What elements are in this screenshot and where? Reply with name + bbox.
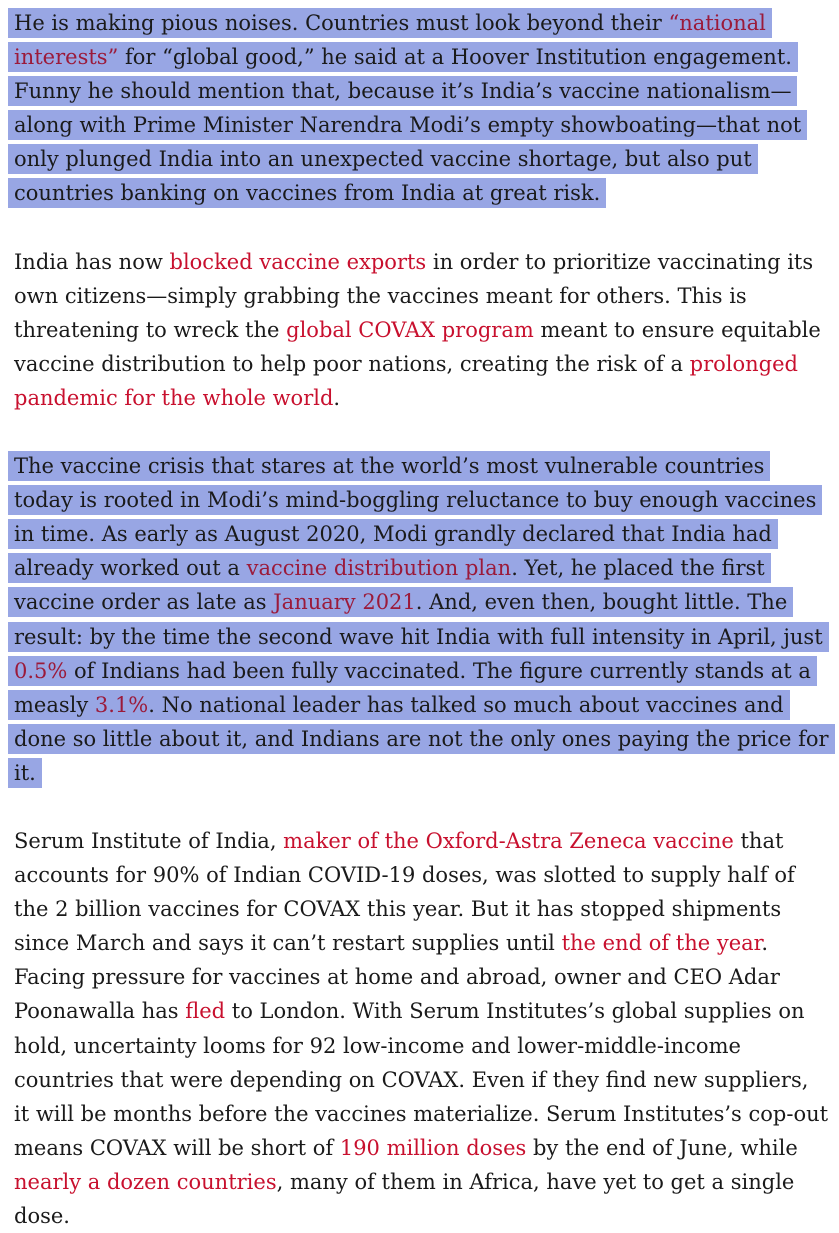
paragraph-1 [14, 6, 829, 211]
link-190-million-doses[interactable]: 190 million doses [339, 1135, 527, 1160]
paragraph-text: . [333, 385, 341, 410]
article-body [14, 6, 829, 1233]
paragraph-2 [14, 245, 829, 415]
paragraph-4 [14, 824, 829, 1233]
link-blocked-vaccine-exports[interactable]: blocked vaccine exports [169, 249, 427, 274]
link-end-of-the-year[interactable]: the end of the year [561, 931, 762, 956]
paragraph-text: . And, even then, bought little. The result: by the time the second wave hit India with full intensity in April, just [14, 590, 823, 649]
highlight-block-2 [8, 451, 835, 788]
paragraph-text: for “global good,” he said at a Hoover Institution engagement. Funny he should mention that, because it’s India’s vaccine nationalism—along with Prime Minister Narendra Modi’s empty showboating—that not only plunged India into an unexpected vaccine shortage, but also put countries banking on vaccines from India at great risk. [14, 45, 802, 206]
paragraph-text: Serum Institute of India, [14, 828, 284, 853]
link-three-point-one-percent[interactable]: 3.1% [94, 692, 149, 717]
paragraph-text: , many of them in Africa, have yet to get a single dose. [14, 1169, 795, 1228]
link-half-percent[interactable]: 0.5% [14, 658, 68, 683]
link-global-covax-program[interactable]: global COVAX program [286, 317, 534, 342]
link-oxford-astra-zeneca-maker[interactable]: maker of the Oxford-Astra Zeneca vaccine [283, 828, 734, 853]
paragraph-spacer [14, 415, 829, 449]
link-fled[interactable]: fled [185, 999, 226, 1024]
paragraph-text: meant to ensure equitable vaccine distribution to help poor nations, creating the risk of a [14, 317, 821, 376]
link-january-2021[interactable]: January 2021 [273, 590, 416, 615]
paragraph-text: in order to prioritize vaccinating its own citizens—simply grabbing the vaccines meant for others. This is threatening to wreck the [14, 249, 814, 342]
paragraph-text: India has now [14, 249, 170, 274]
paragraph-text: that accounts for 90% of Indian COVID-19 doses, was slotted to supply half of the 2 billion vaccines for COVAX this year. But it has stopped shipments since March and says it can’t restart supplies until [14, 828, 795, 956]
paragraph-text: to London. With Serum Institutes’s global supplies on hold, uncertainty looms for 92 low-income and lower-middle-income countries that were depending on COVAX. Even if they find new suppliers, it will be months before the vaccines materialize. Serum Institutes’s cop-out means COVAX will be short of [14, 999, 829, 1160]
paragraph-text: The vaccine crisis that stares at the world’s most vulnerable countries today is rooted in Modi’s mind-boggling reluctance to buy enough vaccines in time. As early as August 2020, Modi grandly declared that India had already worked out a [14, 454, 817, 581]
paragraph-spacer [14, 211, 829, 245]
paragraph-spacer [14, 790, 829, 824]
link-nearly-a-dozen-countries[interactable]: nearly a dozen countries [14, 1169, 277, 1194]
paragraph-text: . Facing pressure for vaccines at home and abroad, owner and CEO Adar Poonawalla has [14, 931, 780, 1024]
paragraph-text: He is making pious noises. Countries must look beyond their [14, 11, 669, 35]
paragraph-text: . No national leader has talked so much about vaccines and done so little about it, and Indians are not the only ones paying the price for it. [14, 692, 829, 785]
paragraph-3 [14, 449, 829, 790]
highlight-block-1 [8, 8, 807, 208]
paragraph-text: . Yet, he placed the first vaccine order as late as [14, 556, 765, 615]
paragraph-text: of Indians had been fully vaccinated. The figure currently stands at a measly [14, 658, 811, 717]
link-prolonged-pandemic[interactable]: prolonged pandemic for the whole world [14, 351, 798, 410]
link-national-interests[interactable]: “national interests” [14, 11, 766, 70]
link-vaccine-distribution-plan[interactable]: vaccine distribution plan [246, 556, 512, 581]
paragraph-text: by the end of June, while [526, 1135, 798, 1160]
